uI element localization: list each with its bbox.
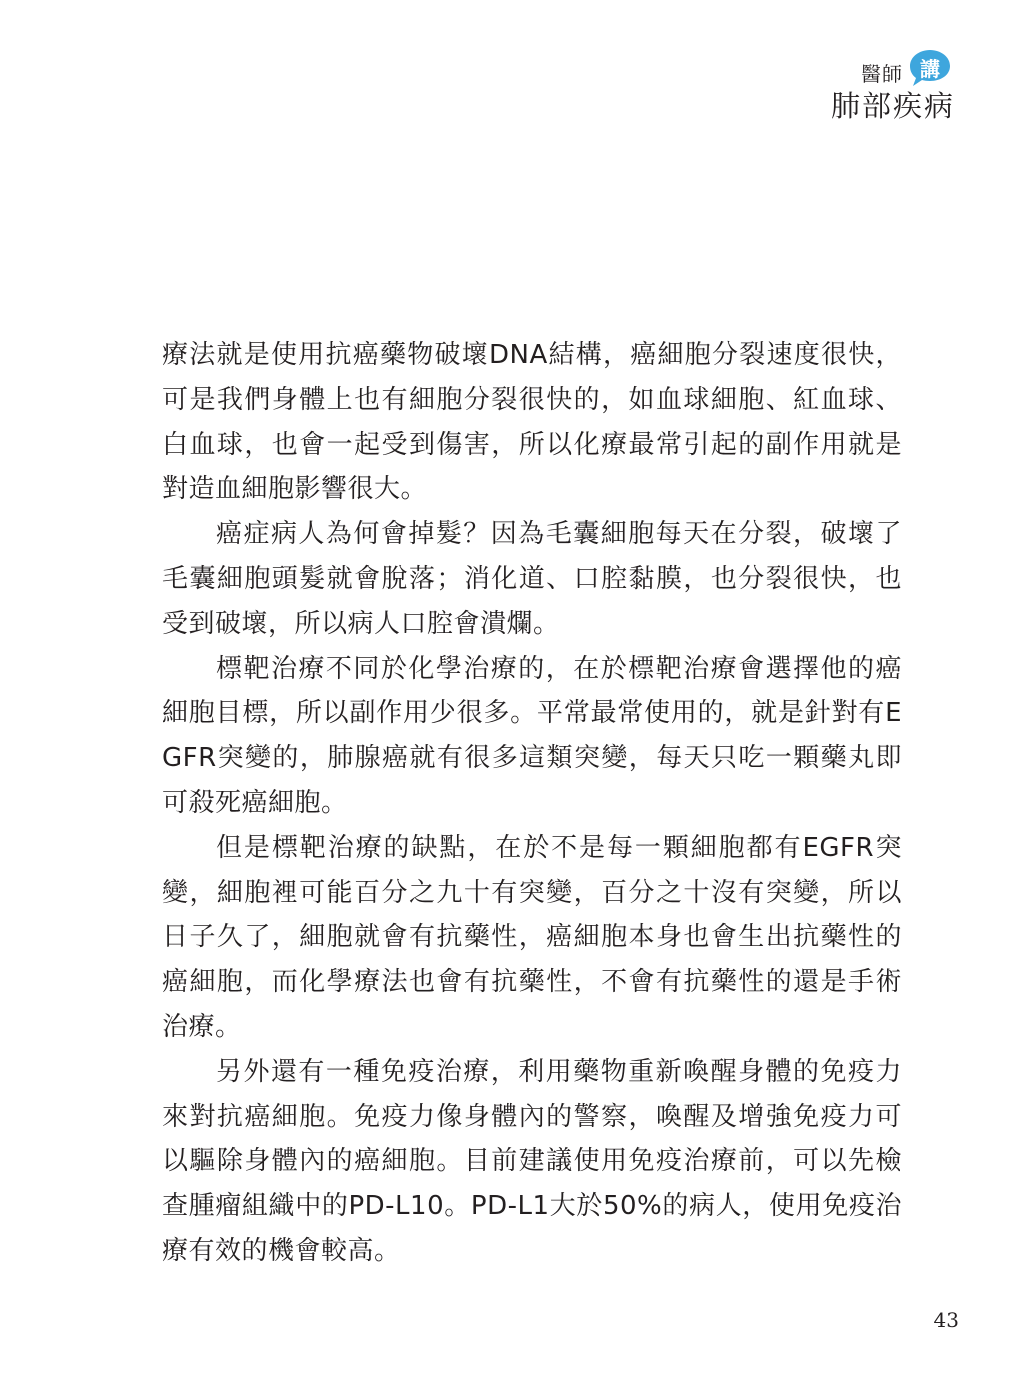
- paragraph: 另外還有一種免疫治療，利用藥物重新喚醒身體的免疫力來對抗癌細胞。免疫力像身體內的警察，喚醒及增強免疫力可以驅除身體內的癌細胞。目前建議使用免疫治療前，可以先檢查腫瘤組織中的PD-L10。PD-L1大於50%的病人，使用免疫治療有效的機會較高。: [162, 1056, 902, 1266]
- section-title: 肺部疾病: [830, 89, 955, 123]
- paragraph: 標靶治療不同於化學治療的，在於標靶治療會選擇他的癌細胞目標，所以副作用少很多。平常最常使用的，就是針對有EGFR突變的，肺腺癌就有很多這類突變，每天只吃一顆藥丸即可殺死癌細胞。: [162, 653, 902, 818]
- page-number: 43: [933, 1308, 959, 1332]
- paragraph: 癌症病人為何會掉髮？因為毛囊細胞每天在分裂，破壞了毛囊細胞頭髮就會脫落；消化道、口腔黏膜，也分裂很快，也受到破壞，所以病人口腔會潰爛。: [162, 519, 902, 639]
- header-logo: [795, 48, 955, 123]
- bubble-label: 講: [920, 57, 940, 81]
- paragraph: 療法就是使用抗癌藥物破壞DNA結構，癌細胞分裂速度很快，可是我們身體上也有細胞分裂很快的，如血球細胞、紅血球、白血球，也會一起受到傷害，所以化療最常引起的副作用就是對造血細胞影響很大。: [162, 340, 902, 505]
- paragraph: 但是標靶治療的缺點，在於不是每一顆細胞都有EGFR突變，細胞裡可能百分之九十有突變，百分之十沒有突變，所以日子久了，細胞就會有抗藥性，癌細胞本身也會生出抗藥性的癌細胞，而化學療法也會有抗藥性，不會有抗藥性的還是手術治療。: [162, 832, 902, 1042]
- speech-bubble-icon: [909, 48, 955, 88]
- body-text: [162, 333, 902, 1274]
- brand-label: 醫師: [861, 62, 903, 86]
